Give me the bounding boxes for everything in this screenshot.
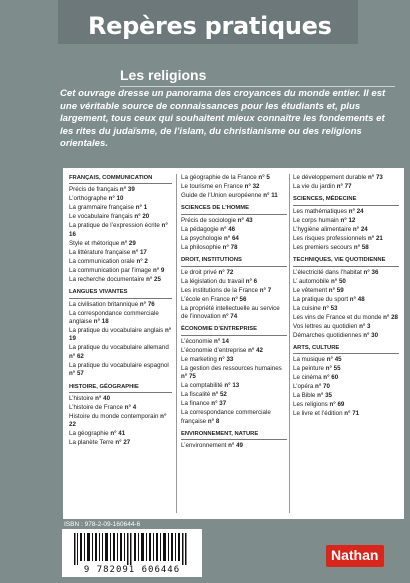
catalog-item [181, 296, 287, 304]
catalog-item-number: n° 49 [228, 442, 243, 450]
catalog-item [69, 186, 172, 194]
catalog-item [69, 430, 172, 438]
catalog-item [69, 267, 172, 275]
catalog-item-number: n° 75 [181, 373, 196, 381]
catalog-item [181, 409, 287, 426]
catalog-item-number: n° 24 [348, 207, 364, 215]
catalog-item-number: n° 5 [258, 174, 270, 181]
catalog-item [181, 365, 287, 382]
barcode-bars [74, 533, 190, 565]
catalog-section-heading: ÉCONOMIE D’ENTREPRISE [181, 325, 287, 335]
catalog-item [69, 362, 172, 379]
catalog-item [293, 314, 399, 322]
catalog-item-title: La propriété intellectuelle au service de l’innovation [181, 304, 280, 321]
catalog-section-heading: LANGUES VIVANTES [69, 288, 172, 298]
catalog-item-title: La pratique du vocabulaire espagnol [69, 361, 169, 369]
catalog-item-number: n° 41 [110, 430, 126, 438]
catalog-item-number: n° 48 [349, 295, 365, 303]
catalog-item-title: Le livre et l’édition [293, 410, 343, 418]
catalog-item [69, 195, 172, 203]
catalog-item-number: n° 32 [244, 183, 260, 190]
catalog-item [181, 183, 287, 191]
catalog-item-title: Le corps humain [293, 216, 339, 224]
catalog-item-number: n° 35 [317, 392, 332, 400]
catalog-item [181, 244, 287, 252]
catalog-item [181, 235, 287, 243]
catalog-item-number: n° 60 [323, 374, 339, 382]
catalog-item [181, 269, 287, 277]
catalog-item-title: L’histoire [69, 395, 94, 403]
catalog-item-title: La fiscalité [181, 391, 211, 399]
catalog-item-number: n° 50 [330, 277, 346, 285]
catalog-item [69, 344, 172, 361]
catalog-item-number: n° 16 [69, 222, 168, 238]
catalog-item-title: Le droit privé [181, 268, 217, 276]
catalog-item [69, 439, 172, 447]
catalog-item-number: n° 39 [119, 186, 135, 194]
catalog-item [69, 276, 172, 284]
catalog-item-number: n° 17 [131, 248, 147, 256]
catalog-item [293, 401, 399, 409]
catalog-item-number: n° 6 [245, 277, 258, 285]
catalog-item-title: Les premiers secours [293, 243, 353, 251]
catalog-item-title: Précis de sociologie [181, 216, 237, 224]
catalog-section-heading: ENVIRONNEMENT, NATURE [181, 430, 287, 440]
catalog-item-number: n° 69 [329, 401, 345, 409]
divider-1 [176, 174, 177, 513]
catalog-item-number: n° 45 [326, 356, 342, 364]
divider-2 [289, 174, 290, 513]
catalog-item [293, 374, 399, 382]
catalog-item [181, 174, 287, 182]
catalog-item [293, 287, 399, 295]
catalog-item [293, 208, 399, 216]
catalog-item-title: La pratique du vocabulaire allemand [69, 344, 169, 352]
catalog-section-heading: SCIENCES DE L’HOMME [181, 204, 287, 214]
catalog-item-title: La comptabilité [181, 382, 223, 390]
catalog-panel [63, 168, 404, 519]
catalog-item-title: La communication orale [69, 257, 135, 265]
catalog-item [293, 269, 399, 277]
catalog-section-heading: TECHNIQUES, VIE QUOTIDIENNE [293, 256, 399, 266]
catalog-item-title: La civilisation britannique [69, 300, 139, 308]
catalog-item-title: Vos lettres au quotidien [293, 322, 358, 330]
catalog-item-title: Histoire du monde contemporain [69, 413, 159, 421]
catalog-item-number: n° 72 [218, 268, 234, 276]
catalog-item-number: n° 56 [231, 295, 247, 303]
catalog-section-heading: DROIT, INSTITUTIONS [181, 256, 287, 266]
catalog-item-title: Le développement durable [293, 174, 367, 181]
series-title: Repères pratiques [88, 12, 332, 40]
catalog-item [69, 222, 172, 239]
catalog-item-title: La géographie de la France [181, 174, 257, 181]
catalog-item-title: La correspondance commerciale française [181, 409, 271, 425]
catalog-item-title: La finance [181, 400, 210, 408]
catalog-item-title: L’économie d’entreprise [181, 346, 247, 354]
catalog-item-number: n° 76 [139, 300, 155, 308]
catalog-item [69, 258, 172, 266]
catalog-item-title: L’ automobile [293, 277, 330, 285]
catalog-item [69, 404, 172, 412]
catalog-section-heading: FRANÇAIS, COMMUNICATION [69, 174, 172, 184]
catalog-item [181, 287, 287, 295]
catalog-item [293, 323, 399, 331]
catalog-item-title: La pratique du sport [293, 295, 349, 303]
isbn: ISBN : 978-2-09-160644-6 [64, 521, 141, 528]
catalog-item-number: n° 42 [248, 346, 263, 354]
intro-text: Cet ouvrage dresse un panorama des croyances du monde entier. Il est une véritable source de connaissances pour les étudiants et, plus largement, tous ceux qui souhaitent mieux connaître les fondements et les rites du judaïsme, de l’islam, du christianisme ou des religions orientales. [60, 88, 386, 150]
catalog-item-title: L’école en France [181, 295, 230, 303]
catalog-item-title: La géographie [69, 430, 109, 438]
catalog-item [181, 391, 287, 399]
catalog-item-title: Les mathématiques [293, 207, 347, 215]
catalog-item [293, 174, 399, 182]
catalog-item-title: Le cinéma [293, 374, 322, 382]
catalog-item [181, 356, 287, 364]
catalog-item [69, 213, 172, 221]
catalog-item-number: n° 62 [69, 352, 84, 360]
catalog-item [181, 442, 287, 450]
catalog-item [293, 332, 399, 340]
catalog-item [69, 413, 172, 430]
catalog-item [293, 383, 399, 391]
catalog-item [293, 226, 399, 234]
catalog-item [293, 278, 399, 286]
catalog-item-title: Le vocabulaire français [69, 213, 133, 221]
catalog-item [293, 356, 399, 364]
catalog-item-title: Les institutions de la France [181, 286, 259, 294]
catalog-item-number: n° 53 [322, 304, 338, 312]
catalog-item-number: n° 24 [352, 225, 368, 233]
catalog-item-number: n° 43 [237, 216, 253, 224]
catalog-item-title: Guide de l’Union européenne [181, 192, 262, 199]
catalog-item-number: n° 13 [224, 382, 240, 390]
book-title: Les religions [120, 67, 207, 83]
catalog-item-number: n° 30 [363, 331, 379, 339]
catalog-section-heading: ARTS, CULTURE [293, 344, 399, 354]
catalog-item-title: Le tourisme en France [181, 183, 243, 190]
catalog-item [69, 301, 172, 309]
catalog-item [293, 235, 399, 243]
title-rule [120, 86, 395, 87]
catalog-item-number: n° 18 [93, 318, 109, 326]
catalog-section-heading: SCIENCES, MÉDECINE [293, 195, 399, 205]
catalog-item-title: L’environnement [181, 442, 227, 450]
catalog-item-title: Les risques professionnels [293, 234, 367, 242]
catalog-item-title: La communication par l’image [69, 266, 152, 274]
catalog-item-number: n° 8 [207, 417, 220, 425]
catalog-item-title: L’électricité dans l’habitat [293, 268, 362, 276]
catalog-item-title: L’histoire de France [69, 404, 123, 412]
catalog-item-number: n° 14 [214, 337, 229, 345]
catalog-item-title: Les religions [293, 401, 328, 409]
catalog-item-number: n° 20 [134, 213, 150, 221]
catalog-item-number: n° 33 [218, 355, 234, 363]
catalog-item [69, 204, 172, 212]
catalog-item-title: La peinture [293, 365, 324, 373]
catalog-section-heading: HISTOIRE, GÉOGRAPHIE [69, 383, 172, 393]
catalog-item-number: n° 2 [136, 257, 148, 265]
catalog-item [181, 278, 287, 286]
catalog-item-title: L’orthographe [69, 195, 107, 203]
publisher-name: Nathan [331, 547, 379, 563]
catalog-item-number: n° 52 [211, 391, 227, 399]
catalog-item-number: n° 40 [95, 395, 111, 403]
catalog-item [293, 244, 399, 252]
catalog-item [293, 183, 399, 191]
catalog-item-title: La philosophie [181, 243, 221, 251]
catalog-item-title: La pédagogie [181, 225, 219, 233]
catalog-item [181, 226, 287, 234]
catalog-item-title: Les vins de France et du monde [293, 313, 382, 321]
catalog-item-number: n° 77 [336, 183, 352, 190]
catalog-item-title: Le marketing [181, 355, 217, 363]
catalog-item-title: L’hygiène alimentaire [293, 225, 352, 233]
catalog-item-title: La planète Terre [69, 439, 114, 447]
catalog-item-number: n° 7 [259, 286, 272, 294]
catalog-item [181, 347, 287, 355]
catalog-column-1 [69, 174, 172, 448]
catalog-item-number: n° 9 [152, 266, 165, 274]
catalog-item-title: La musique [293, 356, 325, 364]
catalog-item-number: n° 70 [315, 383, 330, 391]
catalog-item [69, 310, 172, 327]
catalog-item-title: La Bible [293, 392, 316, 400]
catalog-item-title: La recherche documentaire [69, 275, 145, 283]
catalog-item-number: n° 22 [69, 413, 167, 429]
catalog-item-number: n° 37 [211, 400, 227, 408]
catalog-item-number: n° 28 [383, 313, 398, 321]
catalog-item-title: La cuisine [293, 304, 321, 312]
catalog-item [69, 240, 172, 248]
catalog-item-number: n° 71 [344, 410, 360, 418]
catalog-item [181, 192, 287, 200]
catalog-item [293, 410, 399, 418]
barcode [62, 529, 202, 577]
catalog-item-number: n° 57 [69, 370, 84, 378]
catalog-item [69, 327, 172, 344]
catalog-item-number: n° 78 [222, 243, 238, 251]
catalog-item-title: La littérature française [69, 248, 131, 256]
catalog-item [181, 400, 287, 408]
catalog-item [181, 217, 287, 225]
catalog-item [293, 217, 399, 225]
catalog-item-title: La pratique de l’expression écrite [69, 222, 160, 230]
catalog-item-number: n° 59 [328, 286, 344, 294]
catalog-item-number: n° 58 [353, 243, 369, 251]
catalog-item-number: n° 11 [263, 192, 278, 199]
catalog-item-title: Le vêtement [293, 286, 328, 294]
catalog-item-title: La pratique du vocabulaire anglais [69, 327, 164, 335]
catalog-item-title: Style et rhétorique [69, 239, 120, 247]
catalog-item-title: L’opéra [293, 383, 314, 391]
catalog-item-number: n° 46 [220, 225, 236, 233]
catalog-item-number: n° 3 [359, 322, 371, 330]
catalog-item-number: n° 55 [325, 365, 341, 373]
catalog-item-number: n° 12 [340, 216, 356, 224]
catalog-item-number: n° 36 [363, 268, 379, 276]
catalog-item-number: n° 25 [146, 275, 161, 283]
catalog-item-number: n° 21 [368, 234, 383, 242]
catalog-column-2 [181, 174, 287, 451]
barcode-digits: 9 782091 606446 [83, 565, 181, 575]
catalog-item [181, 338, 287, 346]
catalog-item-title: La grammaire française [69, 204, 134, 212]
catalog-item-number: n° 27 [115, 439, 131, 447]
catalog-item-title: Démarches quotidiennes [293, 331, 362, 339]
catalog-item [69, 395, 172, 403]
catalog-item [293, 392, 399, 400]
publisher-logo [326, 545, 384, 567]
catalog-item-number: n° 1 [135, 204, 148, 212]
catalog-item [293, 365, 399, 373]
catalog-item-number: n° 19 [69, 327, 172, 343]
catalog-item-title: La gestion des ressources humaines [181, 364, 282, 372]
catalog-item-title: La correspondance commerciale anglaise [69, 309, 159, 326]
catalog-item-title: La psychologie [181, 234, 223, 242]
catalog-item-number: n° 29 [120, 239, 136, 247]
catalog-item [293, 296, 399, 304]
catalog-item-title: La législation du travail [181, 277, 244, 285]
catalog-item-number: n° 73 [368, 174, 383, 181]
catalog-item [181, 305, 287, 322]
catalog-item [293, 305, 399, 313]
catalog-item [181, 382, 287, 390]
catalog-item [69, 249, 172, 257]
catalog-item-title: L’économie [181, 337, 213, 345]
catalog-item-number: n° 4 [124, 404, 137, 412]
catalog-item-number: n° 74 [222, 313, 238, 321]
catalog-item-number: n° 10 [108, 195, 124, 203]
catalog-item-title: La vie du jardin [293, 183, 335, 190]
catalog-column-3 [293, 174, 399, 419]
catalog-item-number: n° 64 [224, 234, 239, 242]
catalog-item-title: Précis de français [69, 186, 119, 194]
